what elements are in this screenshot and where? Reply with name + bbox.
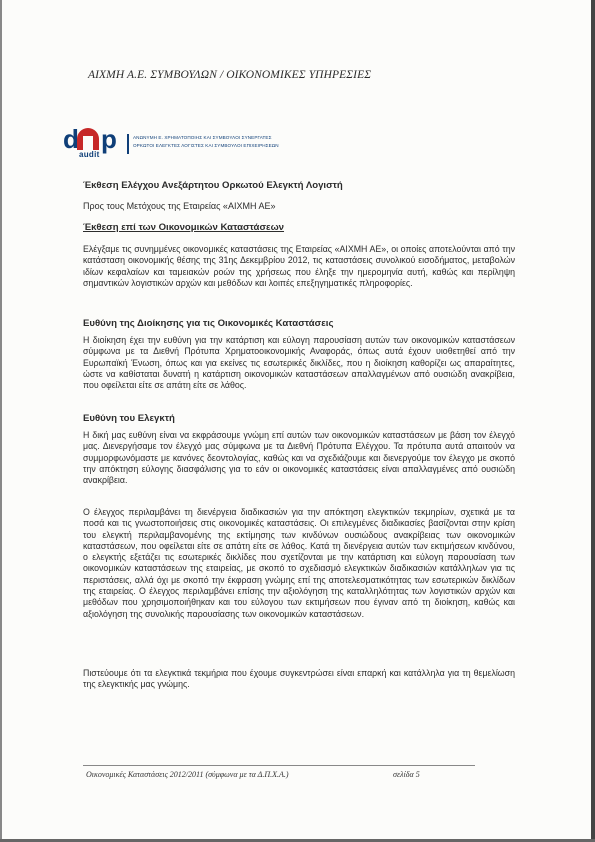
logo-tagline-1: ΑΝΩΝΥΜΗ Ε. ΧΡΗΜΑΤΟΠΟΙΗΣ ΚΑΙ ΣΥΜΒΟΥΛΟΙ ΣΥΝΕΡΓΑΤΕΣ	[133, 135, 272, 140]
logo-audit-text: audit	[79, 150, 100, 159]
scan-edge-left	[0, 0, 2, 842]
report-title: Έκθεση Ελέγχου Ανεξάρτητου Ορκωτού Ελεγκτή Λογιστή	[83, 180, 343, 191]
paragraph-intro: Ελέγξαμε τις συνημμένες οικονομικές καταστάσεις της Εταιρείας «ΑΙΧΜΗ ΑΕ», οι οποίες αποτελούνται από την κατάσταση οικονομικής θέσης της 31ης Δεκεμβρίου 2012, τις καταστάσεις συνολικού εισοδήματος, μεταβολών ιδίων κεφαλαίων και ταμειακών ροών της χρήσεως που έληξε την ημερομηνία αυτή, καθώς και περίληψη σημαντικών λογιστικών αρχών και μεθόδων και λοιπές επεξηγηματικές πληροφορίες.	[83, 244, 515, 288]
paragraph-management-responsibility: Η διοίκηση έχει την ευθύνη για την κατάρτιση και εύλογη παρουσίαση αυτών των οικονομικών καταστάσεων σύμφωνα με τα Διεθνή Πρότυπα Χρηματοοικονομικής Αναφοράς, όπως αυτά έχουν υιοθετηθεί από την Ευρωπαϊκή Ένωση, όπως και για εκείνες τις εσωτερικές δικλίδες, που η διοίκηση καθορίζει ως απαραίτητες, ώστε να καθίσταται δυνατή η κατάρτιση οικονομικών καταστάσεων απαλλαγμένων από ουσιώδη ανακρίβεια, που οφείλεται είτε σε απάτη είτε σε λάθος.	[83, 335, 515, 391]
document-header: ΑΙΧΜΗ Α.Ε. ΣΥΜΒΟΥΛΩΝ / ΟΙΚΟΝΟΜΙΚΕΣ ΥΠΗΡΕΣΙΕΣ	[88, 69, 372, 81]
company-logo	[63, 126, 323, 160]
section-heading-financial-statements: Έκθεση επί των Οικονομικών Καταστάσεων	[83, 222, 285, 233]
footer-rule	[83, 765, 475, 766]
logo-divider	[127, 134, 129, 154]
footer-document-name: Οικονομικές Καταστάσεις 2012/2011 (σύμφωνα με τα Δ.Π.Χ.Α.)	[86, 770, 289, 779]
logo-letter-p: p	[101, 124, 117, 154]
scan-edge-right	[591, 0, 595, 842]
paragraph-conclusion: Πιστεύουμε ότι τα ελεγκτικά τεκμήρια που έχουμε συγκεντρώσει είναι επαρκή και κατάλληλα για τη θεμελίωση της ελεγκτικής μας γνώμης.	[83, 668, 515, 690]
section-heading-auditor: Ευθύνη του Ελεγκτή	[83, 413, 175, 424]
logo-mark	[63, 126, 119, 160]
section-heading-management: Ευθύνη της Διοίκησης για τις Οικονομικές Καταστάσεις	[83, 318, 334, 329]
logo-letter-d: d	[63, 124, 77, 154]
footer-page-number: σελίδα 5	[393, 770, 420, 779]
paragraph-auditor-responsibility-2: Ο έλεγχος περιλαμβάνει τη διενέργεια διαδικασιών για την απόκτηση ελεγκτικών τεκμηρίων, σχετικά με τα ποσά και τις γνωστοποιήσεις στις οικονομικές καταστάσεις. Οι επιλεγμένες διαδικασίες βασίζονται στην κρίση του ελεγκτή περιλαμβανομένης της εκτίμησης των κινδύνων ουσιώδους ανακρίβειας των οικονομικών καταστάσεων, που οφείλεται είτε σε απάτη είτε σε λάθος. Κατά τη διενέργεια αυτών των εκτιμήσεων κινδύνου, ο ελεγκτής εξετάζει τις εσωτερικές δικλίδες που σχετίζονται με την κατάρτιση και εύλογη παρουσίαση των οικονομικών καταστάσεων της εταιρείας, με σκοπό το σχεδιασμό ελεγκτικών διαδικασιών κατάλληλων για τις περιστάσεις, αλλά όχι με σκοπό την έκφραση γνώμης επί της αποτελεσματικότητας των εσωτερικών δικλίδων της εταιρείας. Ο έλεγχος περιλαμβάνει επίσης την αξιολόγηση της καταλληλότητας των λογιστικών αρχών και μεθόδων που χρησιμοποιήθηκαν και του εύλογου των εκτιμήσεων που έγιναν από τη διοίκηση, καθώς και αξιολόγηση της συνολικής παρουσίασης των οικονομικών καταστάσεων.	[83, 507, 515, 619]
report-addressee: Προς τους Μετόχους της Εταιρείας «ΑΙΧΜΗ ΑΕ»	[83, 201, 276, 211]
logo-tagline-2: ΟΡΚΩΤΟΙ ΕΛΕΓΚΤΕΣ ΛΟΓΙΣΤΕΣ ΚΑΙ ΣΥΜΒΟΥΛΟΙ ΕΠΙΧΕΙΡΗΣΕΩΝ	[133, 143, 279, 148]
paragraph-auditor-responsibility-1: Η δική μας ευθύνη είναι να εκφράσουμε γνώμη επί αυτών των οικονομικών καταστάσεων με βάση τον έλεγχό μας. Διενεργήσαμε τον έλεγχό μας σύμφωνα με τα Διεθνή Πρότυπα Ελέγχου. Τα πρότυπα αυτά απαιτούν να συμμορφωνόμαστε με κανόνες δεοντολογίας, καθώς και να σχεδιάζουμε και διενεργούμε τον έλεγχο με σκοπό την απόκτηση εύλογης διασφάλισης για το εάν οι οικονομικές καταστάσεις είναι απαλλαγμένες από ουσιώδη ανακρίβεια.	[83, 430, 515, 486]
